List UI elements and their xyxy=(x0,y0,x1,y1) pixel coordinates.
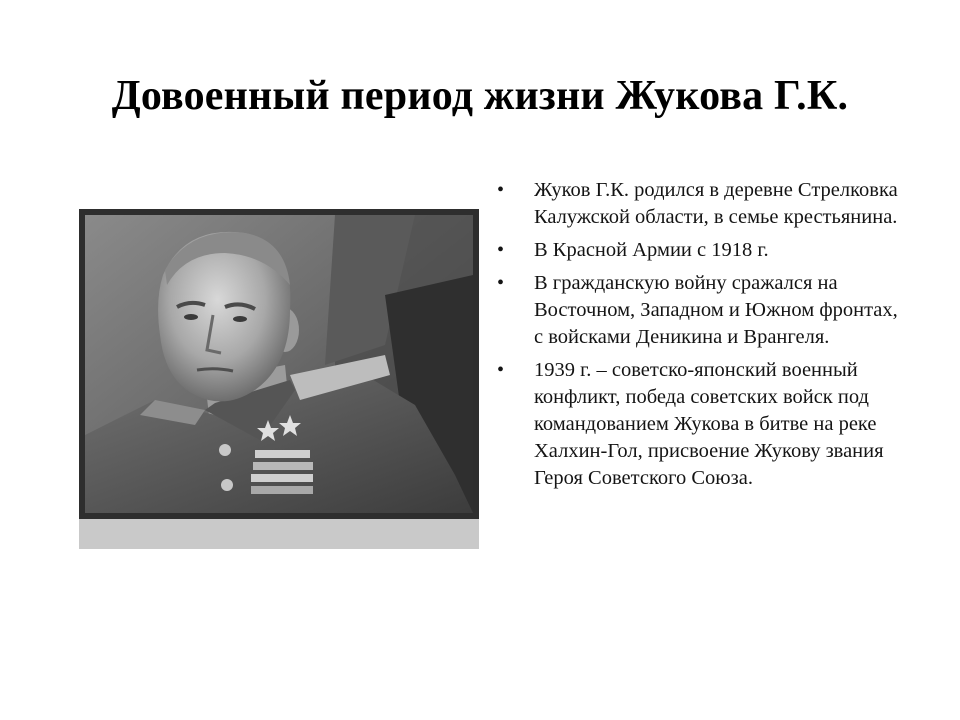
photo-border xyxy=(79,209,479,519)
bullet-icon: • xyxy=(497,239,505,261)
bullet-text: В Красной Армии с 1918 г. xyxy=(534,239,769,261)
bullet-text: 1939 г. – советско-японский военный конфликт, победа советских войск под командованием Жукова в битве на реке Халхин-Гол, присвоение Жукову звания Героя Советского Союза. xyxy=(534,359,884,489)
list-item xyxy=(497,177,907,231)
bullet-text: Жуков Г.К. родился в деревне Стрелковка Калужской области, в семье крестьянина. xyxy=(534,179,898,228)
portrait-illustration xyxy=(85,215,473,513)
portrait-photo xyxy=(85,215,473,513)
bullet-icon: • xyxy=(497,179,505,201)
slide-title: Довоенный период жизни Жукова Г.К. xyxy=(111,73,849,119)
bullet-text: В гражданскую войну сражался на Восточном, Западном и Южном фронтах, с войсками Деникина и Врангеля. xyxy=(534,272,898,348)
bullet-icon: • xyxy=(497,272,505,294)
list-item xyxy=(497,237,907,264)
list-item xyxy=(497,357,907,492)
list-item xyxy=(497,270,907,351)
photo-frame xyxy=(79,209,479,549)
bullet-icon: • xyxy=(497,359,505,381)
bullet-list xyxy=(497,177,907,498)
